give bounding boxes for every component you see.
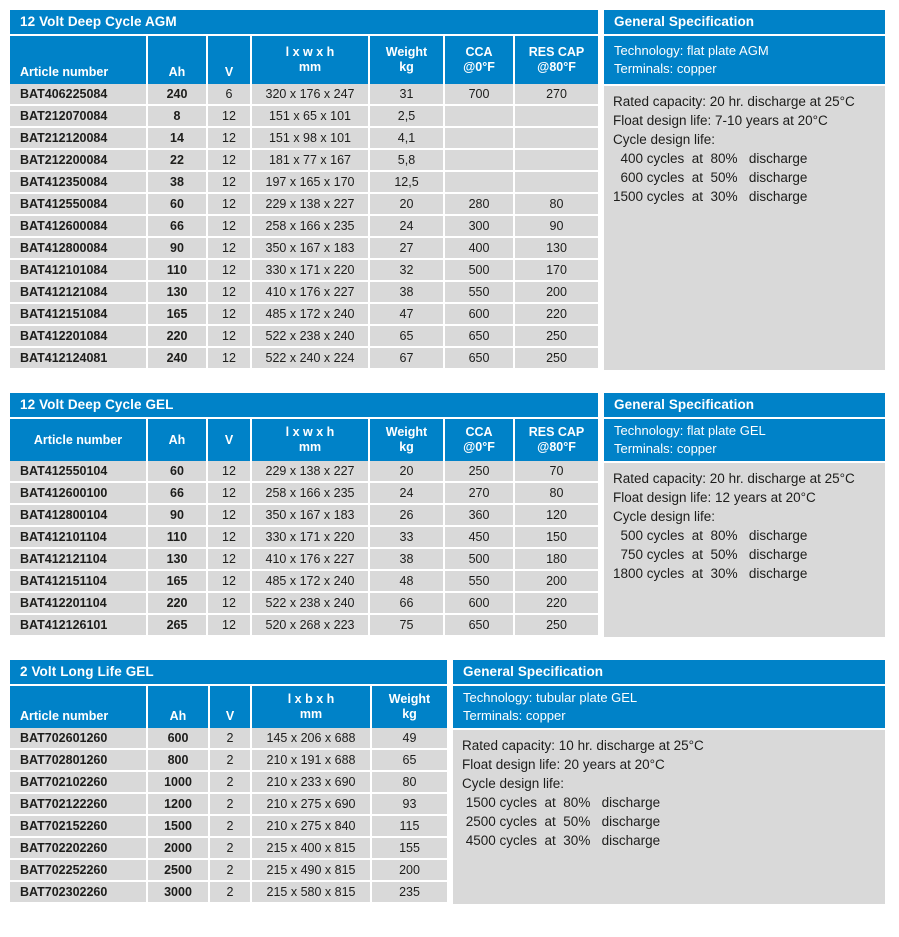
spec-body xyxy=(604,86,885,370)
ah-cell: 240 xyxy=(148,84,208,106)
res-cap-cell: 70 xyxy=(515,461,598,483)
ah-cell: 60 xyxy=(148,461,208,483)
voltage-cell: 12 xyxy=(208,593,252,615)
ah-cell: 2500 xyxy=(148,860,210,882)
cca-cell xyxy=(445,106,515,128)
ah-cell: 165 xyxy=(148,304,208,326)
voltage-cell: 2 xyxy=(210,838,252,860)
voltage-cell: 12 xyxy=(208,128,252,150)
article-number-cell: BAT702202260 xyxy=(10,838,148,860)
panel-title: General Specification xyxy=(453,660,885,684)
ah-cell: 1200 xyxy=(148,794,210,816)
voltage-cell: 12 xyxy=(208,238,252,260)
voltage-cell: 12 xyxy=(208,483,252,505)
article-number-cell: BAT412121104 xyxy=(10,549,148,571)
ah-cell: 90 xyxy=(148,238,208,260)
ah-cell: 240 xyxy=(148,348,208,370)
weight-cell: 80 xyxy=(372,772,447,794)
table-row xyxy=(10,882,447,904)
table-row xyxy=(10,794,447,816)
article-number-cell: BAT412600100 xyxy=(10,483,148,505)
terminals-line: Terminals: copper xyxy=(463,708,566,723)
column-header-ah: Ah xyxy=(148,686,210,728)
cca-cell: 700 xyxy=(445,84,515,106)
general-specification-panel xyxy=(604,393,885,637)
voltage-cell: 12 xyxy=(208,461,252,483)
voltage-cell: 12 xyxy=(208,348,252,370)
weight-cell: 38 xyxy=(370,282,445,304)
dimensions-cell: 522 x 238 x 240 xyxy=(252,326,370,348)
column-header-article-number: Article number xyxy=(10,686,148,728)
dimensions-cell: 320 x 176 x 247 xyxy=(252,84,370,106)
dimensions-cell: 258 x 166 x 235 xyxy=(252,483,370,505)
voltage-cell: 12 xyxy=(208,527,252,549)
ah-cell: 3000 xyxy=(148,882,210,904)
voltage-cell: 12 xyxy=(208,282,252,304)
table-row xyxy=(10,304,598,326)
cca-cell: 400 xyxy=(445,238,515,260)
table-row xyxy=(10,326,598,348)
spec-line: Cycle design life: xyxy=(462,776,565,791)
article-number-cell: BAT212200084 xyxy=(10,150,148,172)
voltage-cell: 12 xyxy=(208,304,252,326)
voltage-cell: 12 xyxy=(208,505,252,527)
spec-line: Rated capacity: 20 hr. discharge at 25°C xyxy=(613,94,855,109)
weight-cell: 155 xyxy=(372,838,447,860)
article-number-cell: BAT412201084 xyxy=(10,326,148,348)
res-cap-cell xyxy=(515,128,598,150)
spec-line: Cycle design life: xyxy=(613,132,716,147)
ah-cell: 22 xyxy=(148,150,208,172)
article-number-cell: BAT412800104 xyxy=(10,505,148,527)
article-number-cell: BAT406225084 xyxy=(10,84,148,106)
article-number-cell: BAT412151104 xyxy=(10,571,148,593)
table-title: 12 Volt Deep Cycle AGM xyxy=(10,10,598,34)
res-cap-cell: 250 xyxy=(515,615,598,637)
cca-cell: 500 xyxy=(445,260,515,282)
weight-cell: 65 xyxy=(372,750,447,772)
cca-cell: 270 xyxy=(445,483,515,505)
column-header-voltage: V xyxy=(208,36,252,84)
cca-cell: 600 xyxy=(445,593,515,615)
res-cap-cell: 130 xyxy=(515,238,598,260)
article-number-cell: BAT412124081 xyxy=(10,348,148,370)
res-cap-cell: 220 xyxy=(515,304,598,326)
weight-cell: 27 xyxy=(370,238,445,260)
spec-line: Float design life: 20 years at 20°C xyxy=(462,757,665,772)
voltage-cell: 12 xyxy=(208,106,252,128)
article-number-cell: BAT702601260 xyxy=(10,728,148,750)
voltage-cell: 12 xyxy=(208,549,252,571)
article-number-cell: BAT702252260 xyxy=(10,860,148,882)
column-header-cca: CCA @0°F xyxy=(445,419,515,461)
dimensions-cell: 145 x 206 x 688 xyxy=(252,728,372,750)
weight-cell: 26 xyxy=(370,505,445,527)
column-header-voltage: V xyxy=(208,419,252,461)
ah-cell: 110 xyxy=(148,260,208,282)
article-number-cell: BAT412126101 xyxy=(10,615,148,637)
dimensions-cell: 210 x 275 x 690 xyxy=(252,794,372,816)
dimensions-cell: 520 x 268 x 223 xyxy=(252,615,370,637)
dimensions-cell: 151 x 65 x 101 xyxy=(252,106,370,128)
voltage-cell: 12 xyxy=(208,216,252,238)
table-header-row xyxy=(10,419,598,461)
spec-line: Float design life: 12 years at 20°C xyxy=(613,490,816,505)
article-number-cell: BAT212070084 xyxy=(10,106,148,128)
cca-cell: 300 xyxy=(445,216,515,238)
voltage-cell: 2 xyxy=(210,750,252,772)
ah-cell: 14 xyxy=(148,128,208,150)
cca-cell: 500 xyxy=(445,549,515,571)
res-cap-cell: 200 xyxy=(515,571,598,593)
weight-cell: 20 xyxy=(370,194,445,216)
cca-cell: 550 xyxy=(445,282,515,304)
ah-cell: 220 xyxy=(148,326,208,348)
column-header-weight: Weight kg xyxy=(370,36,445,84)
dimensions-cell: 229 x 138 x 227 xyxy=(252,461,370,483)
table-row xyxy=(10,348,598,370)
voltage-cell: 2 xyxy=(210,728,252,750)
table-header-row xyxy=(10,36,598,84)
column-header-weight: Weight kg xyxy=(370,419,445,461)
table-row xyxy=(10,772,447,794)
battery-spec-table xyxy=(10,419,598,637)
table-row xyxy=(10,615,598,637)
spec-line: 4500 cycles at 30% discharge xyxy=(462,833,661,848)
table-row xyxy=(10,282,598,304)
column-header-dimensions: l x b x h mm xyxy=(252,686,372,728)
weight-cell: 200 xyxy=(372,860,447,882)
table-row xyxy=(10,816,447,838)
column-header-dimensions: l x w x h mm xyxy=(252,36,370,84)
general-specification-panel xyxy=(453,660,885,904)
article-number-cell: BAT412550104 xyxy=(10,461,148,483)
voltage-cell: 12 xyxy=(208,150,252,172)
weight-cell: 20 xyxy=(370,461,445,483)
res-cap-cell: 80 xyxy=(515,194,598,216)
cca-cell: 250 xyxy=(445,461,515,483)
weight-cell: 38 xyxy=(370,549,445,571)
res-cap-cell: 270 xyxy=(515,84,598,106)
res-cap-cell: 180 xyxy=(515,549,598,571)
ah-cell: 220 xyxy=(148,593,208,615)
cca-cell: 360 xyxy=(445,505,515,527)
weight-cell: 24 xyxy=(370,216,445,238)
res-cap-cell: 250 xyxy=(515,348,598,370)
weight-cell: 65 xyxy=(370,326,445,348)
weight-cell: 5,8 xyxy=(370,150,445,172)
battery-section-gel-12v xyxy=(10,393,885,637)
voltage-cell: 12 xyxy=(208,571,252,593)
dimensions-cell: 522 x 240 x 224 xyxy=(252,348,370,370)
cca-cell: 550 xyxy=(445,571,515,593)
article-number-cell: BAT212120084 xyxy=(10,128,148,150)
column-header-voltage: V xyxy=(210,686,252,728)
technology-band xyxy=(453,686,885,728)
article-number-cell: BAT702102260 xyxy=(10,772,148,794)
weight-cell: 31 xyxy=(370,84,445,106)
battery-spec-table xyxy=(10,36,598,370)
voltage-cell: 2 xyxy=(210,882,252,904)
article-number-cell: BAT702302260 xyxy=(10,882,148,904)
table-wrap xyxy=(10,393,598,637)
table-row xyxy=(10,172,598,194)
column-header-ah: Ah xyxy=(148,36,208,84)
article-number-cell: BAT412151084 xyxy=(10,304,148,326)
weight-cell: 2,5 xyxy=(370,106,445,128)
technology-band xyxy=(604,419,885,461)
column-header-res-cap: RES CAP @80°F xyxy=(515,419,598,461)
weight-cell: 75 xyxy=(370,615,445,637)
general-specification-panel xyxy=(604,10,885,370)
ah-cell: 8 xyxy=(148,106,208,128)
table-row xyxy=(10,194,598,216)
article-number-cell: BAT412800084 xyxy=(10,238,148,260)
panel-title: General Specification xyxy=(604,10,885,34)
technology-band xyxy=(604,36,885,84)
voltage-cell: 12 xyxy=(208,615,252,637)
table-title: 12 Volt Deep Cycle GEL xyxy=(10,393,598,417)
table-row xyxy=(10,527,598,549)
technology-line: Technology: flat plate GEL xyxy=(614,423,766,438)
dimensions-cell: 215 x 580 x 815 xyxy=(252,882,372,904)
res-cap-cell: 200 xyxy=(515,282,598,304)
dimensions-cell: 350 x 167 x 183 xyxy=(252,238,370,260)
table-row xyxy=(10,593,598,615)
technology-line: Technology: tubular plate GEL xyxy=(463,690,638,705)
table-row xyxy=(10,860,447,882)
spec-body xyxy=(453,730,885,904)
cca-cell xyxy=(445,128,515,150)
dimensions-cell: 485 x 172 x 240 xyxy=(252,304,370,326)
weight-cell: 48 xyxy=(370,571,445,593)
ah-cell: 800 xyxy=(148,750,210,772)
res-cap-cell xyxy=(515,172,598,194)
table-row xyxy=(10,549,598,571)
spec-line: Float design life: 7-10 years at 20°C xyxy=(613,113,828,128)
ah-cell: 1000 xyxy=(148,772,210,794)
article-number-cell: BAT412201104 xyxy=(10,593,148,615)
voltage-cell: 12 xyxy=(208,172,252,194)
battery-spec-table xyxy=(10,686,447,904)
table-row xyxy=(10,150,598,172)
table-row xyxy=(10,106,598,128)
res-cap-cell: 120 xyxy=(515,505,598,527)
dimensions-cell: 485 x 172 x 240 xyxy=(252,571,370,593)
dimensions-cell: 210 x 191 x 688 xyxy=(252,750,372,772)
terminals-line: Terminals: copper xyxy=(614,441,717,456)
column-header-dimensions: l x w x h mm xyxy=(252,419,370,461)
article-number-cell: BAT412101084 xyxy=(10,260,148,282)
battery-section-agm-12v xyxy=(10,10,885,370)
res-cap-cell: 80 xyxy=(515,483,598,505)
weight-cell: 12,5 xyxy=(370,172,445,194)
res-cap-cell: 170 xyxy=(515,260,598,282)
table-row xyxy=(10,838,447,860)
weight-cell: 4,1 xyxy=(370,128,445,150)
voltage-cell: 2 xyxy=(210,860,252,882)
article-number-cell: BAT412121084 xyxy=(10,282,148,304)
article-number-cell: BAT412101104 xyxy=(10,527,148,549)
spec-line: 1500 cycles at 30% discharge xyxy=(613,189,808,204)
cca-cell: 650 xyxy=(445,615,515,637)
dimensions-cell: 210 x 275 x 840 xyxy=(252,816,372,838)
dimensions-cell: 350 x 167 x 183 xyxy=(252,505,370,527)
weight-cell: 115 xyxy=(372,816,447,838)
ah-cell: 110 xyxy=(148,527,208,549)
article-number-cell: BAT412550084 xyxy=(10,194,148,216)
cca-cell: 280 xyxy=(445,194,515,216)
spec-line: Cycle design life: xyxy=(613,509,716,524)
cca-cell xyxy=(445,172,515,194)
dimensions-cell: 330 x 171 x 220 xyxy=(252,527,370,549)
res-cap-cell: 220 xyxy=(515,593,598,615)
table-row xyxy=(10,505,598,527)
table-row xyxy=(10,216,598,238)
spec-line: 750 cycles at 50% discharge xyxy=(613,547,808,562)
ah-cell: 265 xyxy=(148,615,208,637)
ah-cell: 1500 xyxy=(148,816,210,838)
cca-cell: 450 xyxy=(445,527,515,549)
dimensions-cell: 197 x 165 x 170 xyxy=(252,172,370,194)
article-number-cell: BAT702152260 xyxy=(10,816,148,838)
ah-cell: 600 xyxy=(148,728,210,750)
ah-cell: 38 xyxy=(148,172,208,194)
ah-cell: 90 xyxy=(148,505,208,527)
ah-cell: 130 xyxy=(148,282,208,304)
article-number-cell: BAT412350084 xyxy=(10,172,148,194)
voltage-cell: 2 xyxy=(210,772,252,794)
dimensions-cell: 210 x 233 x 690 xyxy=(252,772,372,794)
datasheet-page xyxy=(10,10,885,904)
article-number-cell: BAT412600084 xyxy=(10,216,148,238)
voltage-cell: 12 xyxy=(208,326,252,348)
cca-cell: 650 xyxy=(445,348,515,370)
ah-cell: 130 xyxy=(148,549,208,571)
dimensions-cell: 410 x 176 x 227 xyxy=(252,282,370,304)
spec-line: Rated capacity: 10 hr. discharge at 25°C xyxy=(462,738,704,753)
spec-line: 500 cycles at 80% discharge xyxy=(613,528,808,543)
cca-cell: 600 xyxy=(445,304,515,326)
table-row xyxy=(10,750,447,772)
spec-line: 600 cycles at 50% discharge xyxy=(613,170,808,185)
table-row xyxy=(10,84,598,106)
voltage-cell: 2 xyxy=(210,794,252,816)
article-number-cell: BAT702801260 xyxy=(10,750,148,772)
table-header-row xyxy=(10,686,447,728)
table-title: 2 Volt Long Life GEL xyxy=(10,660,447,684)
weight-cell: 66 xyxy=(370,593,445,615)
res-cap-cell xyxy=(515,150,598,172)
table-row xyxy=(10,461,598,483)
column-header-ah: Ah xyxy=(148,419,208,461)
dimensions-cell: 330 x 171 x 220 xyxy=(252,260,370,282)
column-header-res-cap: RES CAP @80°F xyxy=(515,36,598,84)
column-header-article-number: Article number xyxy=(10,36,148,84)
res-cap-cell: 150 xyxy=(515,527,598,549)
weight-cell: 49 xyxy=(372,728,447,750)
weight-cell: 32 xyxy=(370,260,445,282)
article-number-cell: BAT702122260 xyxy=(10,794,148,816)
ah-cell: 2000 xyxy=(148,838,210,860)
spec-body xyxy=(604,463,885,637)
res-cap-cell: 90 xyxy=(515,216,598,238)
spec-line: Rated capacity: 20 hr. discharge at 25°C xyxy=(613,471,855,486)
dimensions-cell: 215 x 490 x 815 xyxy=(252,860,372,882)
dimensions-cell: 181 x 77 x 167 xyxy=(252,150,370,172)
dimensions-cell: 258 x 166 x 235 xyxy=(252,216,370,238)
column-header-cca: CCA @0°F xyxy=(445,36,515,84)
weight-cell: 67 xyxy=(370,348,445,370)
dimensions-cell: 410 x 176 x 227 xyxy=(252,549,370,571)
spec-line: 2500 cycles at 50% discharge xyxy=(462,814,661,829)
weight-cell: 235 xyxy=(372,882,447,904)
weight-cell: 93 xyxy=(372,794,447,816)
res-cap-cell xyxy=(515,106,598,128)
weight-cell: 33 xyxy=(370,527,445,549)
ah-cell: 66 xyxy=(148,216,208,238)
table-row xyxy=(10,483,598,505)
weight-cell: 24 xyxy=(370,483,445,505)
battery-section-gel-2v xyxy=(10,660,885,904)
voltage-cell: 6 xyxy=(208,84,252,106)
ah-cell: 66 xyxy=(148,483,208,505)
table-wrap xyxy=(10,10,598,370)
table-row xyxy=(10,571,598,593)
voltage-cell: 2 xyxy=(210,816,252,838)
dimensions-cell: 215 x 400 x 815 xyxy=(252,838,372,860)
dimensions-cell: 151 x 98 x 101 xyxy=(252,128,370,150)
ah-cell: 60 xyxy=(148,194,208,216)
table-row xyxy=(10,728,447,750)
voltage-cell: 12 xyxy=(208,194,252,216)
table-row xyxy=(10,238,598,260)
panel-title: General Specification xyxy=(604,393,885,417)
res-cap-cell: 250 xyxy=(515,326,598,348)
technology-line: Technology: flat plate AGM xyxy=(614,43,769,58)
dimensions-cell: 229 x 138 x 227 xyxy=(252,194,370,216)
column-header-article-number: Article number xyxy=(10,419,148,461)
ah-cell: 165 xyxy=(148,571,208,593)
dimensions-cell: 522 x 238 x 240 xyxy=(252,593,370,615)
weight-cell: 47 xyxy=(370,304,445,326)
spec-line: 400 cycles at 80% discharge xyxy=(613,151,808,166)
cca-cell xyxy=(445,150,515,172)
column-header-weight: Weight kg xyxy=(372,686,447,728)
table-row xyxy=(10,128,598,150)
spec-line: 1500 cycles at 80% discharge xyxy=(462,795,661,810)
terminals-line: Terminals: copper xyxy=(614,61,717,76)
table-wrap xyxy=(10,660,447,904)
table-row xyxy=(10,260,598,282)
voltage-cell: 12 xyxy=(208,260,252,282)
spec-line: 1800 cycles at 30% discharge xyxy=(613,566,808,581)
cca-cell: 650 xyxy=(445,326,515,348)
